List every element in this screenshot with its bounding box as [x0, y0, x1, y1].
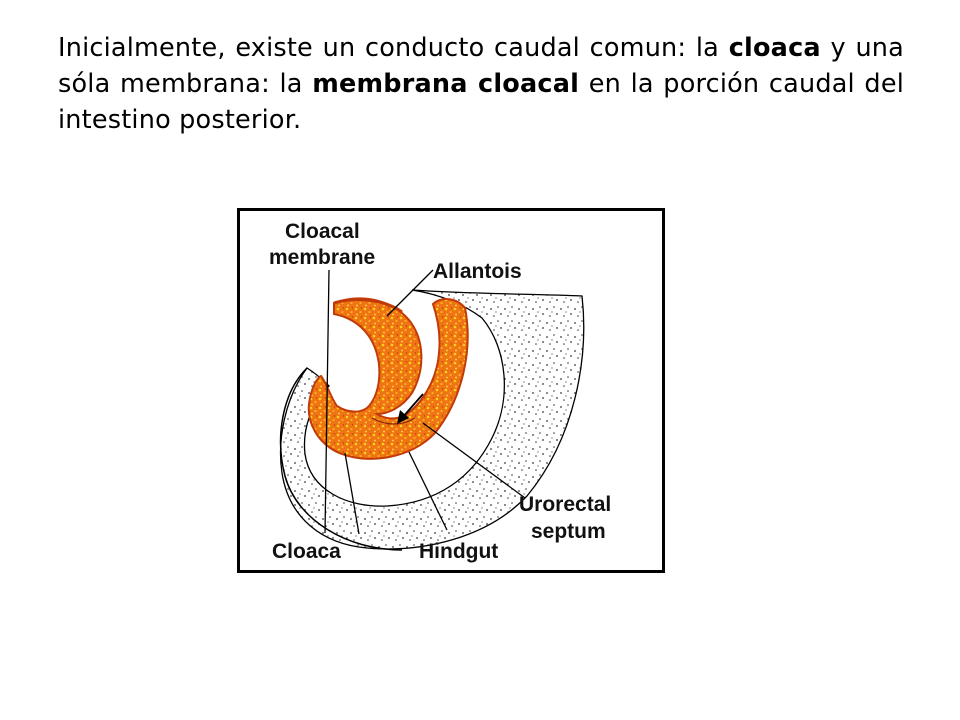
- label-allantois: Allantois: [433, 260, 522, 283]
- term-cloaca: cloaca: [728, 33, 821, 63]
- label-cloacal: Cloacal: [285, 220, 360, 243]
- text-part-2: y una sóla membrana: la: [58, 33, 904, 99]
- cloaca-diagram: [237, 208, 665, 573]
- text-part-1: Inicialmente, existe un conducto caudal comun: la: [58, 33, 729, 63]
- label-urorectal: Urorectal: [519, 493, 612, 516]
- label-cloaca: Cloaca: [272, 540, 341, 563]
- slide-paragraph: [58, 30, 904, 138]
- label-membrane: membrane: [269, 246, 376, 269]
- diagram-svg: [237, 208, 665, 573]
- label-hindgut: Hindgut: [419, 540, 499, 563]
- label-septum: septum: [531, 520, 606, 543]
- term-membrana-cloacal: membrana cloacal: [312, 69, 580, 99]
- text-part-3: en la porción caudal del intestino posterior.: [58, 69, 904, 135]
